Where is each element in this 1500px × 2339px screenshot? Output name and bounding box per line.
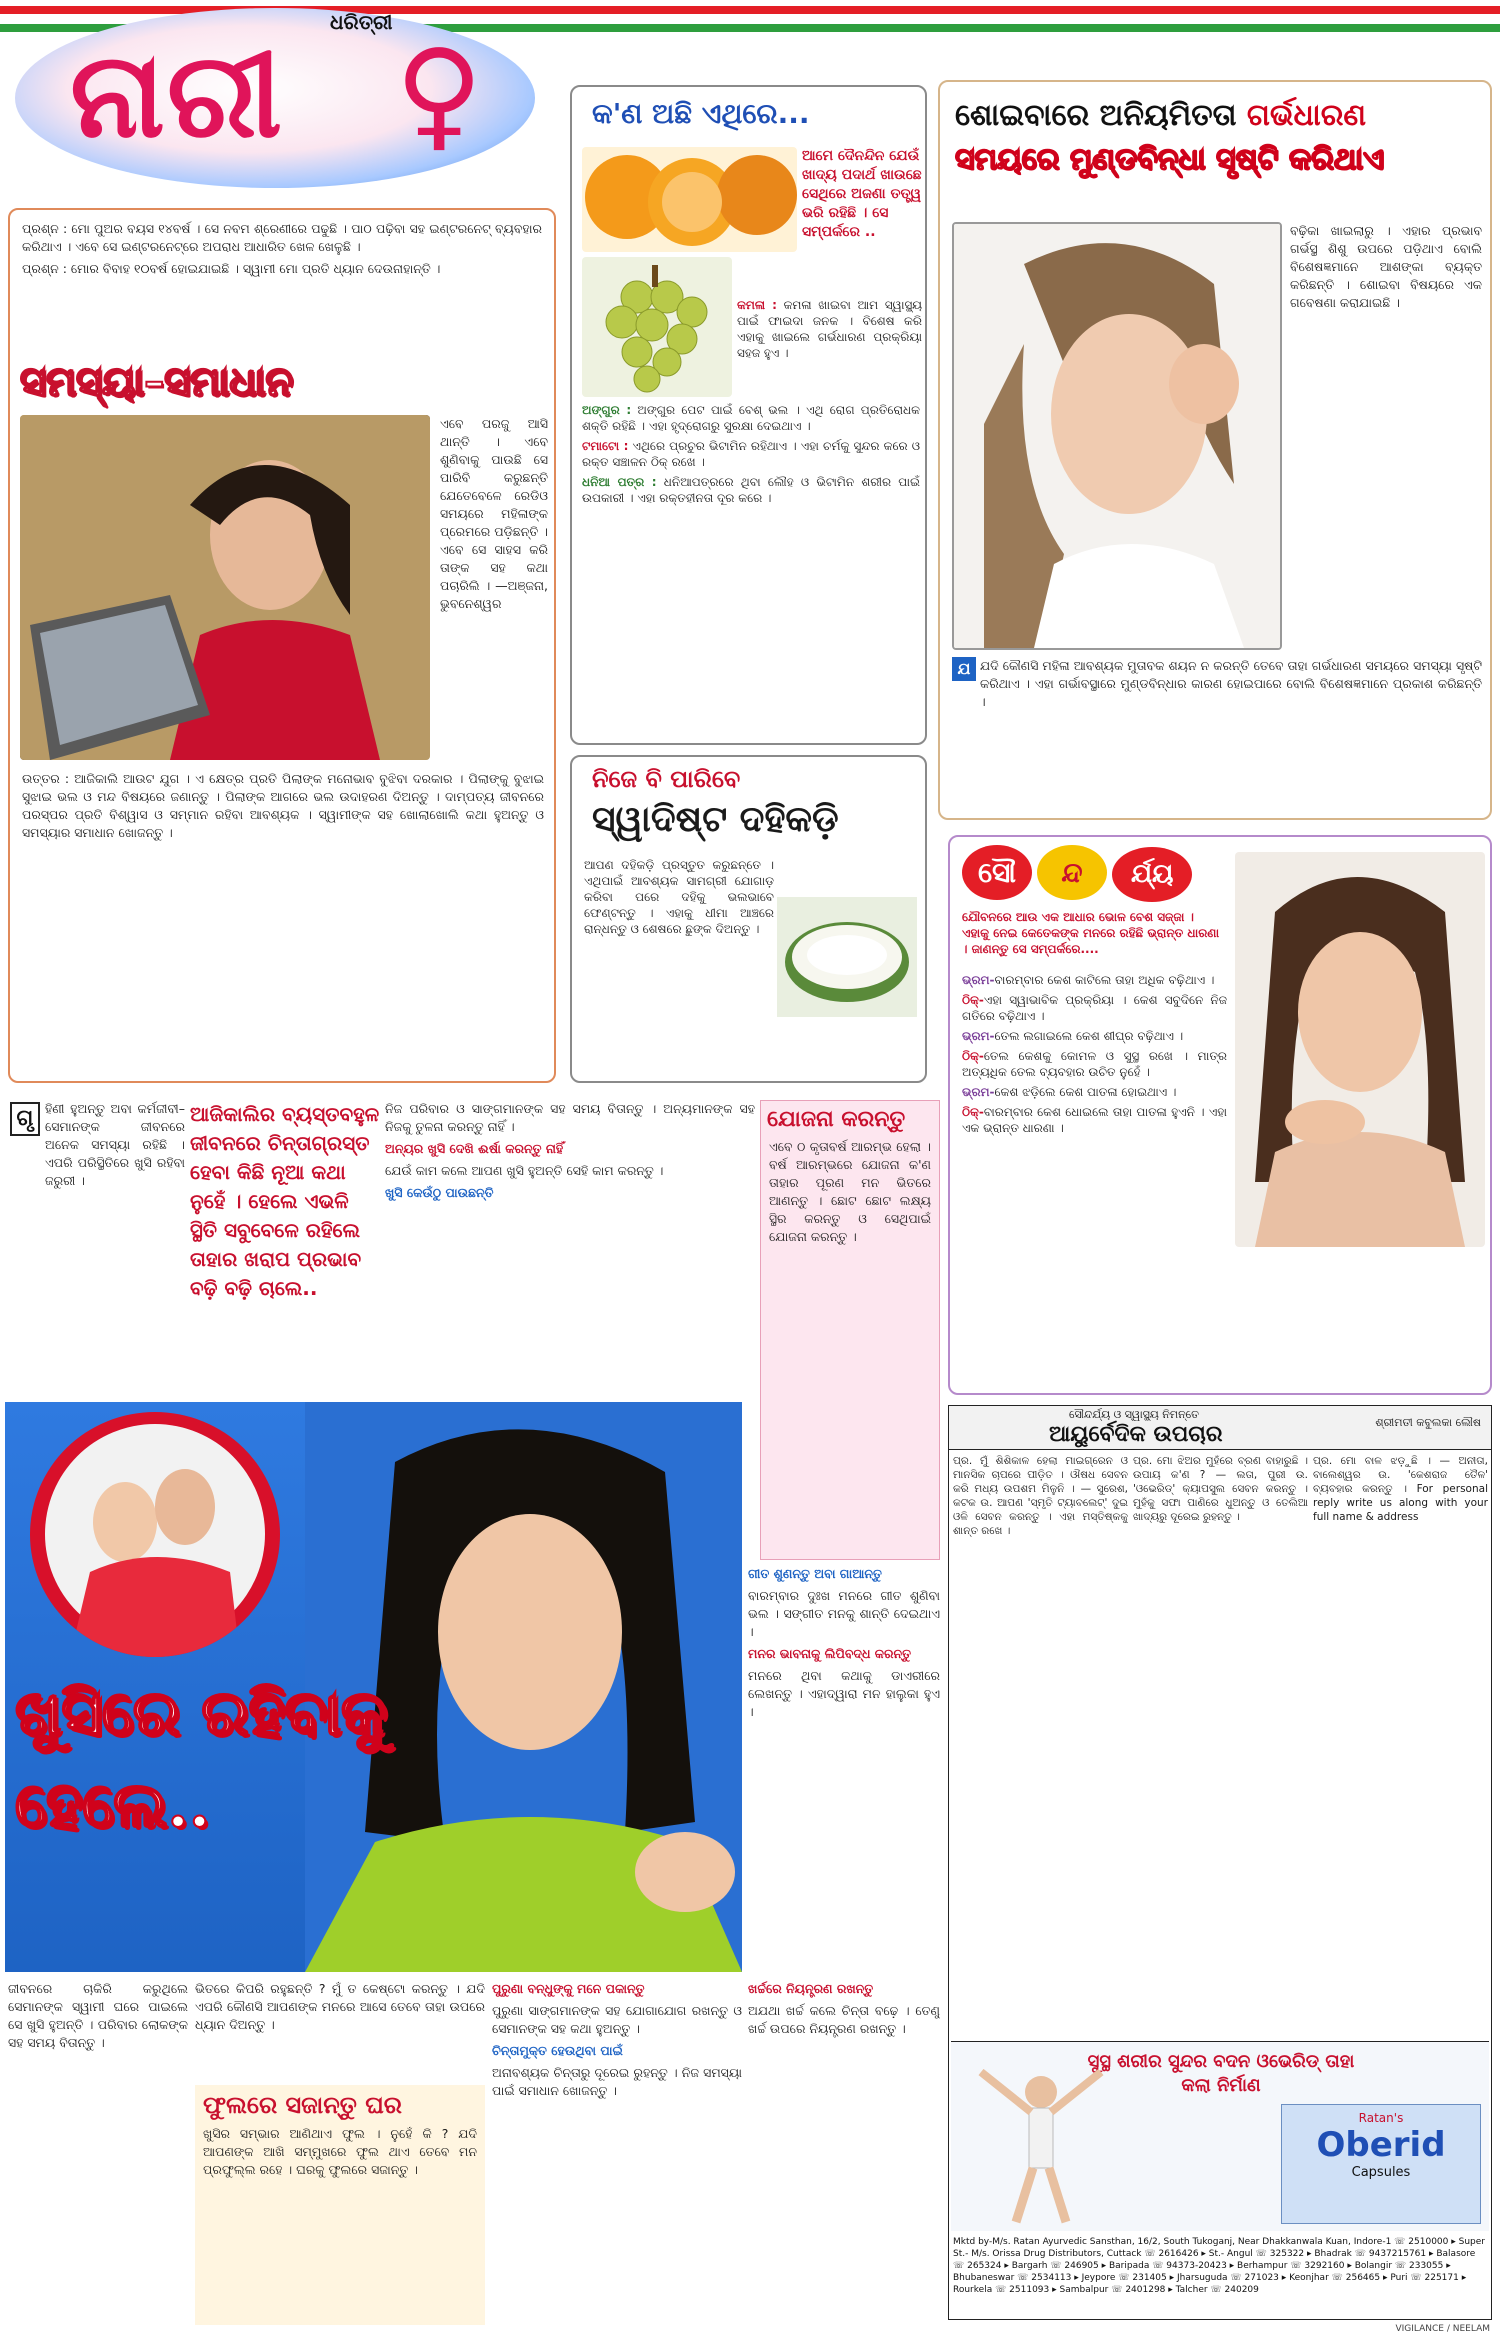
page-footer-credit: VIGILANCE / NEELAM — [1395, 2324, 1490, 2334]
masthead-title: ନାରୀ — [70, 25, 285, 164]
ayurveda-ad — [948, 1405, 1492, 2320]
recipe-body: ଆପଣ ଦହିକଡ଼ି ପ୍ରସ୍ତୁତ କରୁଛନ୍ତେ । ଏଥିପାଇଁ ଆବଶ୍ୟକ ସାମଗ୍ରୀ ଯୋଗାଡ଼ କରିବା ପରେ ଦହିକୁ ଭଲଭାବେ ଫେଣ୍ଟନ୍ତୁ । ଏହାକୁ ଧୀମା ଆଞ୍ଚରେ ରାନ୍ଧନ୍ତୁ ଓ ଶେଷରେ ଛୁଙ୍କ ଦିଅନ୍ତୁ । — [584, 858, 774, 936]
ayurveda-title: ଆୟୁର୍ବେଦିକ ଉପଚାର — [1049, 1422, 1223, 1447]
happy-red-headline: ଆଜିକାଲିର ବ୍ୟସ୍ତବହୁଳ ଜୀବନରେ ଚିନ୍ତାଗ୍ରସ୍ତ ହେବା କିଛି ନୂଆ କଥା ନୁହେଁ । ହେଲେ ଏଭଳି ସ୍ଥିତି ସବୁବେଳେ ରହିଲେ ତାହାର ଖରାପ ପ୍ରଭାବ ବଢ଼ି ବଢ଼ି ଚାଲେ.. — [190, 1102, 380, 1300]
qa-box — [8, 208, 556, 1083]
qa-answer: ଉତ୍ତର : ଆଜିକାଲି ଆଉଟ ଯୁଗ । ଏ କ୍ଷେତ୍ର ପ୍ରତି ପିଲାଙ୍କ ମନୋଭାବ ବୁଝିବା ଦରକାର । ପିଲାଙ୍କୁ ବୁଝାଇ ସୁଝାଇ ଭଲ ଓ ମନ୍ଦ ବିଷୟରେ ଜଣାନ୍ତୁ । ପିଲାଙ୍କ ଆଗରେ ଭଲ ଉଦାହରଣ ଦିଅନ୍ତୁ । ଦାମ୍ପତ୍ୟ ଜୀବନରେ ପରସ୍ପର ପ୍ରତି ବିଶ୍ୱାସ ଓ ସମ୍ମାନ ରହିବା ଆବଶ୍ୟକ । ସ୍ୱାମୀଙ୍କ ସହ ଖୋଲାଖୋଲି କଥା ହୁଅନ୍ତୁ ଓ ସମସ୍ୟାର ସମାଧାନ ଖୋଜନ୍ତୁ । — [22, 771, 544, 840]
qa-question-1: ପ୍ରଶ୍ନ : ମୋ ପୁଅର ବୟସ ୧୪ବର୍ଷ । ସେ ନବମ ଶ୍ରେଣୀରେ ପଢୁଛି । ପାଠ ପଢ଼ିବା ସହ ଇଣ୍ଟରନେଟ୍ ବ୍ୟବହାର କରିଥାଏ । ଏବେ ସେ ଇଣ୍ଟରନେଟ୍ରେ ଅପରାଧ ଆଧାରିତ ଖେଳ ଖେଳୁଛି । — [22, 221, 542, 254]
qa-side-text: ଏବେ ପରଜୁ ଆସି ଥାନ୍ତି । ଏବେ ଶୁଣିବାକୁ ପାଉଛି ସେ ପାରିବି କରୁଛନ୍ତି ଯେତେବେଳେ ରେଡିଓ ସମୟରେ ମହିଳାଙ୍କ ପ୍ରେମରେ ପଡ଼ିଛନ୍ତି । ଏବେ ସେ ସାହସ କରି ତାଙ୍କ ସହ କଥା ପଚାରିଲି । —ଅଞ୍ଜନା, ଭୁବନେଶ୍ୱର — [440, 416, 548, 611]
orange-label: କମଳା : — [737, 298, 777, 312]
yojana-box — [760, 1100, 940, 1560]
oberid-ad — [951, 2041, 1489, 2231]
beauty-box — [948, 835, 1492, 1395]
beauty-woman-photo — [1235, 852, 1485, 1247]
fruits-intro: ଆମେ ଦୈନନ୍ଦିନ ଯେଉଁ ଖାଦ୍ୟ ପଦାର୍ଥ ଖାଉଛେ ସେଥିରେ ଅଜଣା ତତ୍ତ୍ୱ ଭରି ରହିଛି । ସେ ସମ୍ପର୍କରେ .. — [802, 148, 922, 240]
oberid-brand: Ratan's — [1358, 2111, 1404, 2125]
happy-sub-1: ଅନ୍ୟର ଖୁସି ଦେଖି ଈର୍ଷା କରନ୍ତୁ ନାହିଁ — [385, 1141, 564, 1156]
beauty-intro: ଯୌବନରେ ଆଉ ଏକ ଆଧାର ଭୋଳ ବେଶ ସଜ୍ଜା । ଏହାକୁ ନେଇ କେତେକଙ୍କ ମନରେ ରହିଛି ଭ୍ରାନ୍ତ ଧାରଣା । ଜାଣନ୍ତୁ ସେ ସମ୍ପର୍କରେ.... — [962, 910, 1220, 956]
flower-text: ଖୁସିର ସମ୍ଭାର ଆଣିଥାଏ ଫୁଲ । ନୁହେଁ କି ? ଯଦି ଆପଣଙ୍କ ଆଖି ସମ୍ମୁଖରେ ଫୁଲ ଥାଏ ତେବେ ମନ ପ୍ରଫୁଲ୍ଲ ରହେ । ଘରକୁ ଫୁଲରେ ସଜାନ୍ତୁ । — [203, 2126, 477, 2177]
grape-photo — [582, 257, 732, 397]
banner-title: ଖୁସିରେ ରହିବାକୁ ହେଲେ.. — [15, 1676, 387, 1841]
dahi-bowl-photo — [777, 897, 917, 1017]
happy-banner — [5, 1402, 742, 1972]
pregnancy-headline — [955, 94, 1485, 204]
ayurveda-kicker: ସୌନ୍ଦର୍ଯ୍ୟ ଓ ସ୍ୱାସ୍ଥ୍ୟ ନିମନ୍ତେ — [1069, 1408, 1200, 1421]
happy-sub-5: ପୁରୁଣା ବନ୍ଧୁଙ୍କୁ ମନେ ପକାନ୍ତୁ — [492, 1981, 645, 1996]
pregnancy-box — [938, 80, 1492, 820]
happy-bottom-col-2: ଭିତରେ କିପରି ରହୁଛନ୍ତି ? ମୁଁ ତ କେଷ୍ଟୋ କରନ୍ତୁ । ଯଦି ଏପରି କୌଣସି ଆପଣଙ୍କ ମନରେ ଆସେ ତେବେ ତାହା ଉପରେ ଧ୍ୟାନ ଦିଅନ୍ତୁ । — [195, 1981, 485, 2032]
ayurveda-col-2: ପ୍ର. ମୋ ଝିଅର ମୁହଁରେ ବ୍ରଣ ବାହାରୁଛି । ଉପାୟ କ'ଣ ? — ଲତା, ପୁରୀ ଉ. 'ଓଭେରିଡ୍' କ୍ୟାପସୁଲ ସେବନ କରନ୍ତୁ । ମୁହଁକୁ ସଫା ପାଣିରେ ଧୁଅନ୍ତୁ ଓ ତେଲିଆ ଖାଦ୍ୟରୁ ଦୂରେଇ ରୁହନ୍ତୁ । — [1133, 1455, 1308, 1523]
fruits-title: କ'ଣ ଅଛି ଏଥିରେ... — [592, 97, 810, 130]
fruits-body: ଅଙ୍ଗୁର : ଅଙ୍ଗୁର ପେଟ ପାଇଁ ବେଶ୍ ଭଲ । ଏଥି ରୋଗ ପ୍ରତିରୋଧକ ଶକ୍ତି ରହିଛି । ଏହା ହୃଦ୍‌ରୋଗରୁ ସୁରକ୍ଷା ଦେଇଥାଏ । ଟମାଟୋ : ଏଥିରେ ପ୍ରଚୁର ଭିଟାମିନ ରହିଥାଏ । ଏହା ଚର୍ମକୁ ସୁନ୍ଦର କରେ ଓ ରକ୍ତ ସଞ୍ଚାଳନ ଠିକ୍ ରଖେ । ଧନିଆ ପତ୍ର : ଧନିଆପତ୍ରରେ ଥିବା ଲୌହ ଓ ଭିଟାମିନ ଶରୀର ପାଇଁ ଉପକାରୀ । ଏହା ରକ୍ତହୀନତା ଦୂର କରେ । — [582, 403, 920, 505]
girls-circle-photo — [30, 1412, 280, 1657]
recipe-kicker: ନିଜେ ବି ପାରିବେ — [592, 765, 741, 793]
female-symbol-icon: ♀ — [395, 25, 483, 164]
pregnancy-title-line1: ଶୋଇବାରେ ଅନିୟମିତତା — [955, 98, 1237, 133]
recipe-title: ସ୍ୱାଦିଷ୍ଟ ଦହିକଡ଼ି — [592, 799, 839, 840]
happy-body-1: ହିଣୀ ହୁଅନ୍ତୁ ଅବା କର୍ମଜୀବୀ–ସେମାନଙ୍କ ଜୀବନରେ ଅନେକ ସମସ୍ୟା ରହିଛି । ଏପରି ପରିସ୍ଥିତିରେ ଖୁସି ରହିବା ଜରୁରୀ । — [45, 1101, 185, 1188]
happy-bottom-col-3: ପୁରୁଣା ବନ୍ଧୁଙ୍କୁ ମନେ ପକାନ୍ତୁ ପୁରୁଣା ସାଙ୍ଗମାନଙ୍କ ସହ ଯୋଗାଯୋଗ ରଖନ୍ତୁ ଓ ସେମାନଙ୍କ ସହ କଥା ହୁଅନ୍ତୁ । ଚିନ୍ତାମୁକ୍ତ ହେଉଥିବା ପାଇଁ ଅନାବଶ୍ୟକ ଚିନ୍ତାରୁ ଦୂରେଇ ରୁହନ୍ତୁ । ନିଜ ସମସ୍ୟା ପାଇଁ ସମାଧାନ ଖୋଜନ୍ତୁ । — [492, 1981, 742, 2098]
beauty-title — [962, 845, 1262, 905]
happy-sub-7: ଖର୍ଚ୍ଚରେ ନିୟନ୍ତ୍ରଣ ରଖନ୍ତୁ — [748, 1981, 874, 1996]
pregnancy-side-text: ବଢ଼ିକା ଖାଇଲାରୁ । ଏହାର ପ୍ରଭାବ ଗର୍ଭସ୍ଥ ଶିଶୁ ଉପରେ ପଡ଼ିଥାଏ ବୋଲି ବିଶେଷଜ୍ଞମାନେ ଆଶଙ୍କା ବ୍ୟକ୍ତ କରିଛନ୍ତି । ଶୋଇବା ବିଷୟରେ ଏକ ଗବେଷଣା କରାଯାଇଛି । — [1290, 223, 1482, 310]
beauty-title-char-3: ର୍ଯ୍ୟ — [1112, 847, 1192, 902]
ayurveda-footer: Mktd by-M/s. Ratan Ayurvedic Sansthan, 16/2, South Tukoganj, Near Dhakkanwala Kuan, Indore-1 ☏ 2510000 ▸ Super St.- M/s. Orissa Drug Distributors, Cuttack ☏ 2616426 ▸ St.- Angul ☏ 325322 ▸ Bhadrak ☏ 9437215761 ▸ Balasore ☏ 265324 ▸ Bargarh ☏ 246905 ▸ Baripada ☏ 94373-20423 ▸ Berhampur ☏ 3292160 ▸ Bolangir ☏ 233055 ▸ Bhubaneswar ☏ 2534113 ▸ Jeypore ☏ 231405 ▸ Jharsuguda ☏ 271023 ▸ Keonjhar ☏ 256465 ▸ Puri ☏ 225171 ▸ Rourkela ☏ 2511093 ▸ Sambalpur ☏ 2401298 ▸ Talcher ☏ 240209 — [953, 2237, 1485, 2295]
flower-box — [195, 2085, 485, 2325]
pregnancy-body: ଯଦି କୌଣସି ମହିଳା ଆବଶ୍ୟକ ମୁତାବକ ଶୟନ ନ କରନ୍ତି ତେବେ ତାହା ଗର୍ଭଧାରଣ ସମୟରେ ସମସ୍ୟା ସୃଷ୍ଟି କରିଥାଏ । ଏହା ଗର୍ଭାବସ୍ଥାରେ ମୁଣ୍ଡବିନ୍ଧାର କାରଣ ହୋଇପାରେ ବୋଲି ବିଶେଷଜ୍ଞମାନେ ପ୍ରକାଶ କରିଛନ୍ତି । — [980, 658, 1482, 709]
oberid-box — [1281, 2104, 1481, 2224]
happy-dropcap: ଗୃ — [10, 1102, 40, 1136]
masthead-brand: ଧରିତ୍ରୀ — [330, 10, 393, 34]
pregnancy-title-line2: ସମୟରେ ମୁଣ୍ଡବିନ୍ଧା ସୃଷ୍ଟି କରିଥାଏ — [955, 142, 1385, 177]
woman-laptop-photo — [20, 415, 430, 760]
happy-sub-2: ଖୁସି କେଉଁଠୁ ପାଉଛନ୍ତି — [385, 1185, 494, 1200]
happy-bottom-col-1: ଜୀବନରେ ଚାକିରି କରୁଥିଲେ ସେମାନଙ୍କ ସ୍ୱାମୀ ଘରେ ପାଇଲେ ସେ ଖୁସି ହୁଅନ୍ତି । ପରିବାର ଲୋକଙ୍କ ସହ ସମୟ ବିତାନ୍ତୁ । — [8, 1981, 188, 2050]
oberid-headline: ସୁସ୍ଥ ଶରୀର ସୁନ୍ଦର ବଦନ ଓଭେରିଡ୍ ତାହା କଲା ନିର୍ମାଣ — [1087, 2051, 1355, 2096]
orange-photo — [582, 147, 797, 252]
fruits-box — [570, 85, 927, 745]
recipe-box — [570, 755, 927, 1083]
pregnancy-dropcap: ଯ — [952, 657, 976, 681]
yojana-title: ଯୋଜନା କରନ୍ତୁ — [767, 1107, 906, 1132]
qa-question-2: ପ୍ରଶ୍ନ : ମୋର ବିବାହ ୧୦ବର୍ଷ ହୋଇଯାଇଛି । ସ୍ୱାମୀ ମୋ ପ୍ରତି ଧ୍ୟାନ ଦେଉନାହାନ୍ତି । — [22, 261, 441, 276]
oberid-type: Capsules — [1351, 2165, 1411, 2180]
yojana-text: ଏବେ ଠ କୃତାବର୍ଷ ଆରମ୍ଭ ହେଲା । ବର୍ଷ ଆରମ୍ଭରେ ଯୋଜନା କ'ଣ ତାହାର ପୂରଣ ମନ ଭିତରେ ଆଣନ୍ତୁ । ଛୋଟ ଛୋଟ ଲକ୍ଷ୍ୟ ସ୍ଥିର କରନ୍ତୁ ଓ ସେଥିପାଇଁ ଯୋଜନା କରନ୍ତୁ । — [769, 1139, 931, 1244]
ayurveda-header — [949, 1406, 1491, 1450]
oberid-name: Oberid — [1316, 2125, 1446, 2165]
happy-sub-3: ଗୀତ ଶୁଣନ୍ତୁ ଅବା ଗାଆନ୍ତୁ — [748, 1566, 882, 1581]
happy-middle-col: ଗୀତ ଶୁଣନ୍ତୁ ଅବା ଗାଆନ୍ତୁ ବାରମ୍ବାର ଦୁଃଖ ମନରେ ଗୀତ ଶୁଣିବା ଭଲ । ସଙ୍ଗୀତ ମନକୁ ଶାନ୍ତି ଦେଇଥାଏ । ମନର ଭାବନାକୁ ଲିପିବଦ୍ଧ କରନ୍ତୁ ମନରେ ଥିବା କଥାକୁ ଡାଏରୀରେ ଲେଖନ୍ତୁ । ଏହାଦ୍ୱାରା ମନ ହାଲୁକା ହୁଏ । — [748, 1566, 940, 1719]
ayurveda-col-3: ପ୍ର. ମୋ ବାଳ ଝଡ଼ୁଛି । — ଅନୀତା, ବାଲେଶ୍ୱର ଉ. 'କେଶରାଜ ତୈଳ' ବ୍ୟବହାର କରନ୍ତୁ । For personal reply write us along with your full name & address — [1313, 1455, 1488, 1523]
pregnancy-title-accent: ଗର୍ଭଧାରଣ — [1246, 98, 1367, 133]
happy-bottom-col-4: ଖର୍ଚ୍ଚରେ ନିୟନ୍ତ୍ରଣ ରଖନ୍ତୁ ଅଯଥା ଖର୍ଚ୍ଚ କଲେ ଚିନ୍ତା ବଢ଼େ । ତେଣୁ ଖର୍ଚ୍ଚ ଉପରେ ନିୟନ୍ତ୍ରଣ ରଖନ୍ତୁ । — [748, 1981, 940, 2036]
qa-section-title: ସମସ୍ୟା–ସମାଧାନ — [20, 358, 440, 410]
orange-text: କମଳା : କମଳା ଖାଇବା ଆମ ସ୍ୱାସ୍ଥ୍ୟ ପାଇଁ ଫାଇଦା ଜନକ । ବିଶେଷ କରି ଏହାକୁ ଖାଇଲେ ଗର୍ଭଧାରଣ ପ୍ରକ୍ରିୟା ସହଜ ହୁଏ । — [737, 298, 922, 360]
happy-body-2: ନିଜ ପରିବାର ଓ ସାଙ୍ଗମାନଙ୍କ ସହ ସମୟ ବିତାନ୍ତୁ । ଅନ୍ୟମାନଙ୍କ ସହ ନିଜକୁ ତୁଳନା କରନ୍ତୁ ନାହିଁ । ଅନ୍ୟର ଖୁସି ଦେଖି ଈର୍ଷା କରନ୍ତୁ ନାହିଁ ଯେଉଁ କାମ କଲେ ଆପଣ ଖୁସି ହୁଅନ୍ତି ସେହି କାମ କରନ୍ତୁ । ଖୁସି କେଉଁଠୁ ପାଉଛନ୍ତି — [385, 1101, 755, 1200]
beauty-title-char-1: ସୌ — [962, 845, 1032, 900]
headache-woman-photo — [952, 222, 1282, 650]
happy-sub-6: ଚିନ୍ତାମୁକ୍ତ ହେଉଥିବା ପାଇଁ — [492, 2043, 623, 2058]
ayurveda-byline: ଶ୍ରୀମତୀ କବୁଲକା ଲୌଷ — [1375, 1416, 1481, 1429]
ayurveda-col-1: ପ୍ର. ମୁଁ ଶିଶିକାଳ ହେଲା ମାଇଗ୍ରେନ ଓ ମାନସିକ ଚାପରେ ପୀଡ଼ିତ । ଔଷଧ ସେବନ କରି ମଧ୍ୟ ଉପଶମ ମିଳୁନି । — ସୁରେଶ, କଟକ ଉ. ଆପଣ 'ସ୍ମୃତି ଟ୍ୟାବଲେଟ୍' ଦୁଇ ଓଳି ସେବନ କରନ୍ତୁ । ଏହା ମସ୍ତିଷ୍କକୁ ଶାନ୍ତ ରଖେ । — [953, 1455, 1128, 1537]
beauty-title-char-2: ନ୍ଦ — [1037, 845, 1107, 900]
yoga-woman-illustration — [961, 2062, 1121, 2227]
beauty-body: ଭ୍ରମ-ବାରମ୍ବାର କେଶ କାଟିଲେ ତାହା ଅଧିକ ବଢ଼ିଥାଏ । ଠିକ୍-ଏହା ସ୍ୱାଭାବିକ ପ୍ରକ୍ରିୟା । କେଶ ସବୁଦିନେ ନିଜ ଗତିରେ ବଢ଼ିଥାଏ । ଭ୍ରମ-ତେଲ ଲଗାଇଲେ କେଶ ଶୀଘ୍ର ବଢ଼ିଥାଏ । ଠିକ୍-ତେଲ କେଶକୁ କୋମଳ ଓ ସୁସ୍ଥ ରଖେ । ମାତ୍ର ଅତ୍ୟଧିକ ତେଲ ବ୍ୟବହାର ଉଚିତ ନୁହେଁ । ଭ୍ରମ-କେଶ ଝଡ଼ିଲେ କେଶ ପାତଳା ହୋଇଥାଏ । ଠିକ୍-ବାରମ୍ବାର କେଶ ଧୋଇଲେ ତାହା ପାତଳା ହୁଏନି । ଏହା ଏକ ଭ୍ରାନ୍ତ ଧାରଣା । — [962, 973, 1227, 1135]
happy-sub-4: ମନର ଭାବନାକୁ ଲିପିବଦ୍ଧ କରନ୍ତୁ — [748, 1646, 912, 1661]
woman-laptop-illustration — [20, 415, 430, 760]
flower-title: ଫୁଲରେ ସଜାନ୍ତୁ ଘର — [203, 2091, 402, 2119]
